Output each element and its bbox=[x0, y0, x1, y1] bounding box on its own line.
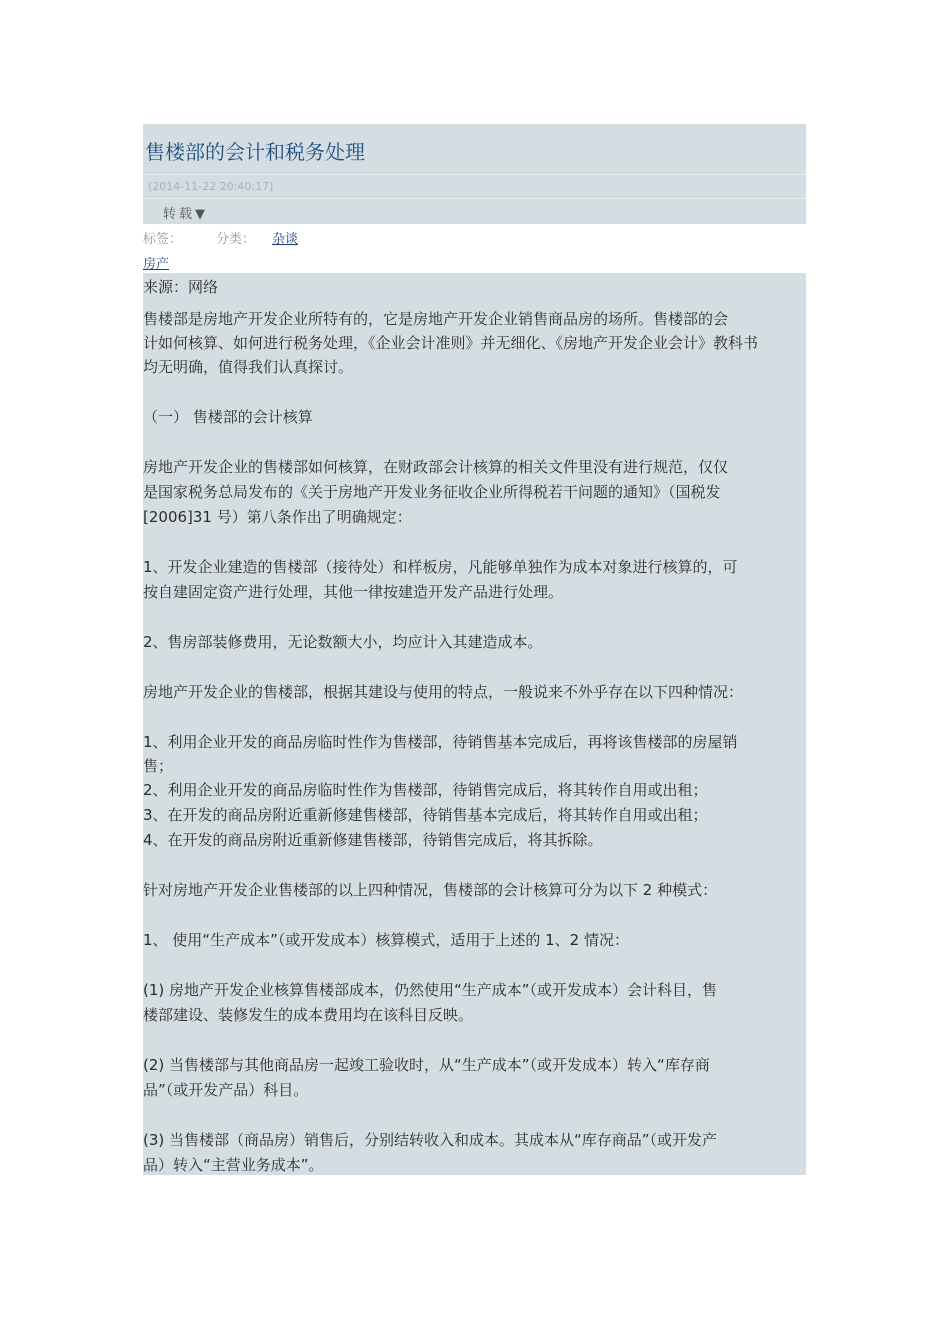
paragraph-line: 楼部建设、装修发生的成本费用均在该科目反映。 bbox=[143, 1006, 474, 1024]
paragraph-line: 房地产开发企业的售楼部如何核算，在财政部会计核算的相关文件里没有进行规范，仅仅 bbox=[143, 458, 729, 476]
repost-button[interactable]: 转载▼ bbox=[163, 207, 208, 222]
tag-link[interactable]: 房产 bbox=[143, 257, 170, 272]
paragraph-line: 2、售房部装修费用，无论数额大小，均应计入其建造成本。 bbox=[143, 633, 543, 651]
tags-label: 标签： bbox=[143, 232, 183, 247]
paragraph-line: (3) 当售楼部（商品房）销售后，分别结转收入和成本。其成本从“库存商品”（或开发产 bbox=[143, 1131, 718, 1149]
article-date: (2014-11-22 20:40:17) bbox=[148, 180, 274, 193]
paragraph-line: 3、在开发的商品房附近重新修建售楼部，待销售基本完成后，将其转作自用或出租； bbox=[143, 806, 708, 824]
paragraph-line: 售楼部是房地产开发企业所特有的，它是房地产开发企业销售商品房的场所。售楼部的会 bbox=[143, 310, 729, 328]
paragraph-line: 2、利用企业开发的商品房临时性作为售楼部，待销售完成后，将其转作自用或出租； bbox=[143, 781, 708, 799]
paragraph-line: 是国家税务总局发布的《关于房地产开发业务征收企业所得税若干问题的通知》（国税发 bbox=[143, 483, 721, 501]
paragraph-line: [2006]31 号）第八条作出了明确规定： bbox=[143, 508, 412, 526]
paragraph-line: 1、 使用“生产成本”（或开发成本）核算模式，适用于上述的 1、2 情况： bbox=[143, 931, 629, 949]
article-title: 售楼部的会计和税务处理 bbox=[145, 140, 365, 164]
paragraph-line: 品”（或开发产品）科目。 bbox=[143, 1081, 309, 1099]
paragraph-line: 品）转入“主营业务成本”。 bbox=[143, 1156, 324, 1174]
paragraph-line: 按自建固定资产进行处理，其他一律按建造开发产品进行处理。 bbox=[143, 583, 564, 601]
paragraph-line: 计如何核算、如何进行税务处理，《企业会计准则》并无细化、《房地产开发企业会计》教科书 bbox=[143, 334, 759, 352]
paragraph-line: 1、利用企业开发的商品房临时性作为售楼部，待销售基本完成后，再将该售楼部的房屋销 bbox=[143, 733, 738, 751]
section-heading: （一） 售楼部的会计核算 bbox=[143, 408, 313, 426]
paragraph-line: 房地产开发企业的售楼部，根据其建设与使用的特点，一般说来不外乎存在以下四种情况： bbox=[143, 683, 744, 701]
paragraph-line: 均无明确，值得我们认真探讨。 bbox=[143, 358, 354, 376]
paragraph-line: 4、在开发的商品房附近重新修建售楼部，待销售完成后，将其拆除。 bbox=[143, 831, 603, 849]
category-label: 分类： bbox=[216, 232, 256, 247]
paragraph-line: (2) 当售楼部与其他商品房一起竣工验收时，从“生产成本”（或开发成本）转入“库存商 bbox=[143, 1056, 710, 1074]
paragraph-line: (1) 房地产开发企业核算售楼部成本，仍然使用“生产成本”（或开发成本）会计科目，售 bbox=[143, 981, 718, 999]
paragraph-line: 1、开发企业建造的售楼部（接待处）和样板房，凡能够单独作为成本对象进行核算的，可 bbox=[143, 558, 738, 576]
repost-bar bbox=[143, 198, 806, 224]
source-line: 来源：网络 bbox=[143, 278, 219, 296]
paragraph-line: 售； bbox=[143, 757, 174, 775]
category-link[interactable]: 杂谈 bbox=[272, 232, 299, 247]
paragraph-line: 针对房地产开发企业售楼部的以上四种情况，售楼部的会计核算可分为以下 2 种模式： bbox=[143, 881, 718, 899]
